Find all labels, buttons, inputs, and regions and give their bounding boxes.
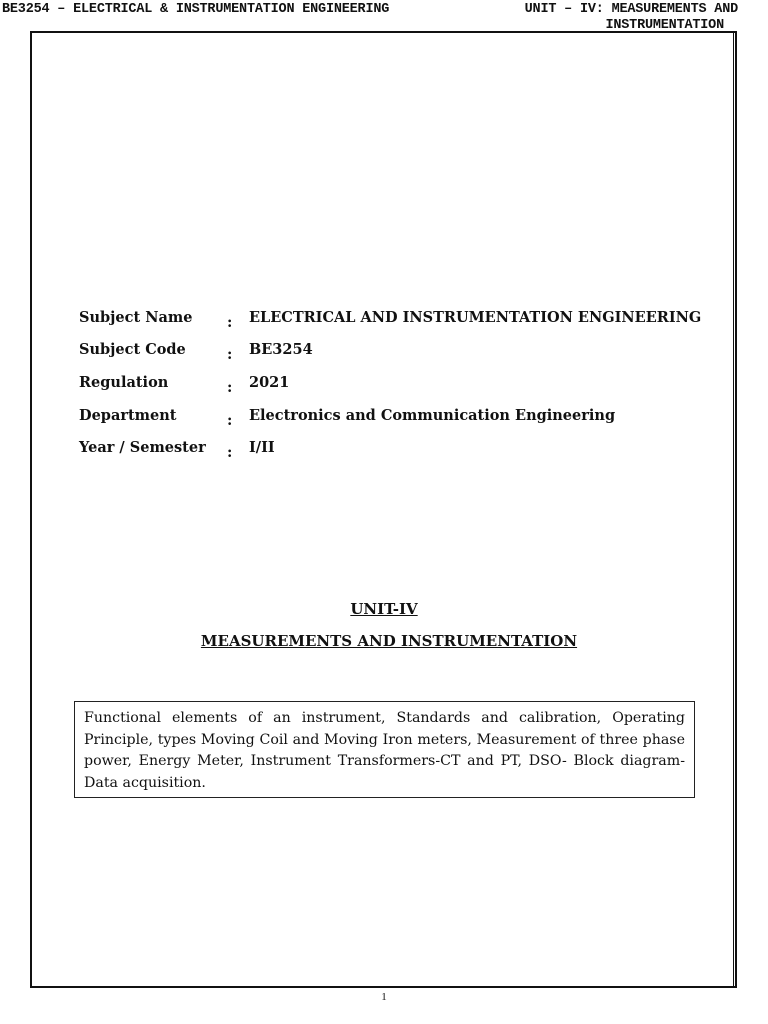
header-right-line1: UNIT – IV: MEASUREMENTS AND <box>524 2 738 17</box>
info-colon: : <box>227 313 233 331</box>
subject-info-row <box>79 366 701 399</box>
subject-name-value: ELECTRICAL AND INSTRUMENTATION ENGINEERING <box>249 308 702 326</box>
unit-subtitle: MEASUREMENTS AND INSTRUMENTATION <box>200 632 578 650</box>
year-semester-value: I/II <box>249 439 275 457</box>
page-number: 1 <box>381 991 387 1003</box>
header-right-line2: INSTRUMENTATION <box>605 18 724 33</box>
info-colon: : <box>227 346 233 364</box>
subject-info-row <box>79 334 701 367</box>
page-header-left: BE3254 – ELECTRICAL & INSTRUMENTATION ENGINEERING <box>2 2 390 17</box>
subject-info-table <box>79 301 701 464</box>
department-label: Department <box>79 406 177 424</box>
year-semester-label: Year / Semester <box>79 439 206 457</box>
subject-code-value: BE3254 <box>249 341 313 359</box>
subject-name-label: Subject Name <box>79 308 193 326</box>
subject-info-row <box>79 301 701 334</box>
page-border-frame <box>30 31 737 988</box>
department-value: Electronics and Communication Engineering <box>249 406 616 424</box>
info-colon: : <box>227 378 233 396</box>
syllabus-box <box>74 701 695 798</box>
regulation-value: 2021 <box>249 373 290 391</box>
info-colon: : <box>227 411 233 429</box>
info-colon: : <box>227 444 233 462</box>
regulation-label: Regulation <box>79 373 169 391</box>
subject-code-label: Subject Code <box>79 341 186 359</box>
page-header-right <box>498 2 738 34</box>
subject-info-row <box>79 399 701 432</box>
subject-info-row <box>79 431 701 464</box>
unit-title: UNIT-IV <box>350 600 418 618</box>
syllabus-text: Functional elements of an instrument, Standards and calibration, Operating Principle, types Moving Coil and Moving Iron meters, Measurement of three phase power, Energy Meter, Instrument Transformers-CT and PT, DSO- Block diagram- Data acquisition. <box>84 710 685 791</box>
page-border-inner-line <box>733 31 734 988</box>
